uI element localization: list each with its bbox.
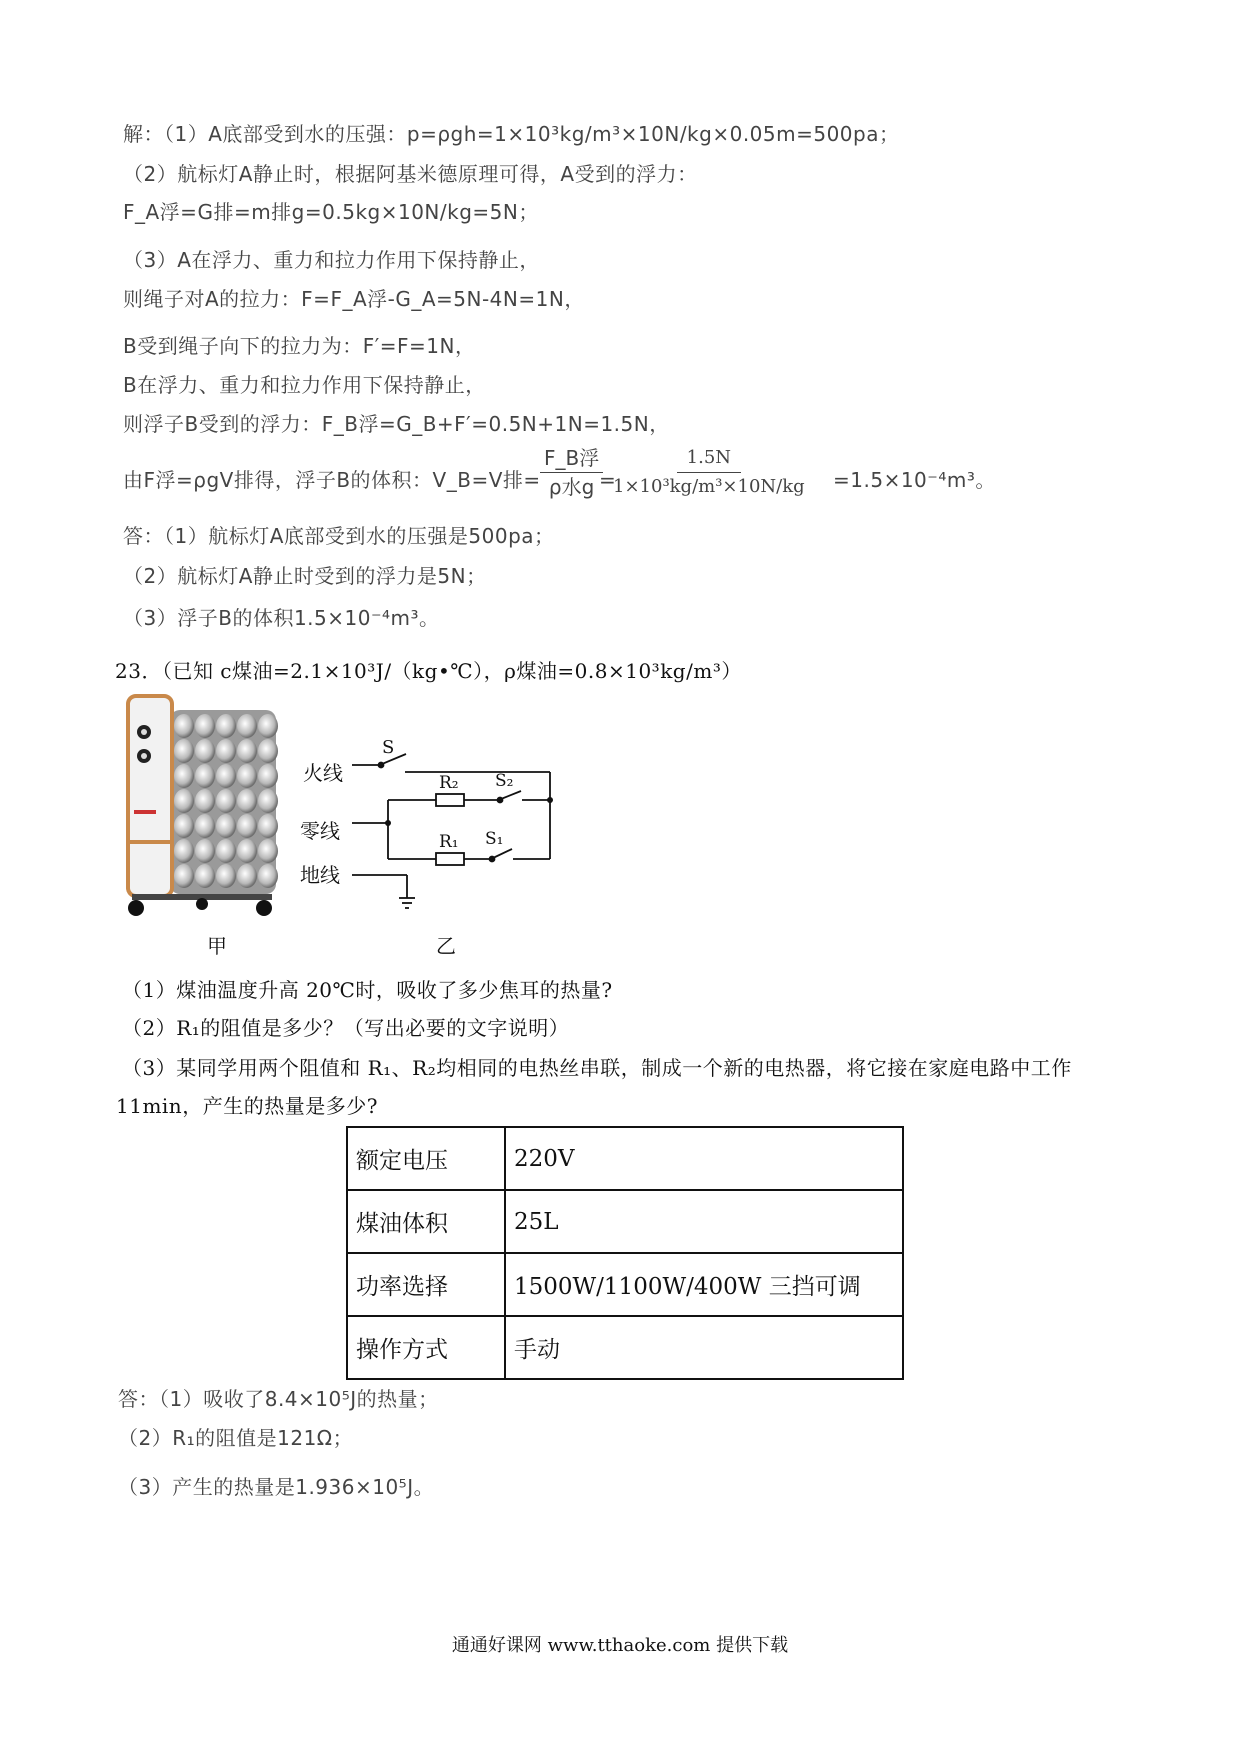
q23-answer-1: 答：（1）吸收了8.4×10⁵J的热量； — [118, 1387, 439, 1411]
heater-fin — [237, 739, 257, 763]
heater-fin — [195, 764, 215, 788]
fraction-denominator: 1×10³kg/m³×10N/kg — [613, 476, 805, 497]
page-footer: 通通好课网 www.tthaoke.com 提供下载 — [451, 1635, 789, 1656]
heater-fin — [174, 789, 194, 813]
heater-fin — [237, 714, 257, 738]
figure-label-yi: 乙 — [436, 934, 457, 958]
table-value: 手动 — [505, 1316, 903, 1379]
circuit-diagram — [295, 735, 565, 930]
heater-fin — [258, 739, 278, 763]
heater-fin — [195, 789, 215, 813]
question-part-2: （2）R₁的阻值是多少？（写出必要的文字说明） — [122, 1016, 570, 1040]
table-key: 功率选择 — [347, 1253, 505, 1316]
switch-s2-label: S₂ — [495, 771, 514, 791]
table-value: 1500W/1100W/400W 三挡可调 — [505, 1253, 903, 1316]
table-row — [347, 1253, 903, 1316]
heater-fin — [258, 714, 278, 738]
solution-line-5: 则绳子对A的拉力：F=F_A浮-G_A=5N-4N=1N， — [123, 287, 585, 311]
heater-fin — [216, 739, 236, 763]
resistor-r1-label: R₁ — [439, 832, 459, 852]
fraction-numerator: 1.5N — [677, 446, 741, 473]
table-key: 额定电压 — [347, 1127, 505, 1190]
switch-s-label: S — [382, 737, 395, 758]
solution-line-2: （2）航标灯A静止时，根据阿基米德原理可得，A受到的浮力： — [123, 162, 698, 186]
live-wire-label: 火线 — [303, 761, 343, 785]
question-part-1: （1）煤油温度升高 20℃时，吸收了多少焦耳的热量? — [122, 978, 613, 1002]
question-23-header: 23．（已知 c煤油=2.1×10³J/（kg•℃），ρ煤油=0.8×10³kg/m³） — [115, 659, 742, 683]
question-part-3-line-1: （3）某同学用两个阻值和 R₁、R₂均相同的电热丝串联，制成一个新的电热器，将它接在家庭电路中工作 — [122, 1056, 1072, 1080]
fraction-buoyancy-over-density — [540, 446, 603, 499]
heater-fin — [237, 814, 257, 838]
heater-fin — [258, 864, 278, 888]
heater-fin — [174, 839, 194, 863]
heater-fin — [258, 764, 278, 788]
solution-line-9-prefix: 由F浮=ρgV排得，浮子B的体积：V_B=V排= — [123, 468, 541, 492]
heater-fin — [237, 839, 257, 863]
heater-fin — [258, 839, 278, 863]
figure-label-jia: 甲 — [207, 934, 228, 958]
heater-fin — [174, 764, 194, 788]
table-row — [347, 1127, 903, 1190]
ground-wire-label: 地线 — [300, 863, 340, 887]
heater-fin — [195, 739, 215, 763]
solution-line-4: （3）A在浮力、重力和拉力作用下保持静止， — [123, 248, 540, 272]
fraction-numerator: F_B浮 — [540, 446, 603, 473]
table-key: 煤油体积 — [347, 1190, 505, 1253]
heater-fin — [216, 839, 236, 863]
resistor-r2-label: R₂ — [439, 773, 459, 793]
heater-fin — [195, 864, 215, 888]
heater-fin — [195, 814, 215, 838]
solution-line-3: F_A浮=G排=m排g=0.5kg×10N/kg=5N； — [123, 200, 539, 224]
table-value: 220V — [505, 1127, 903, 1190]
oil-heater-image — [122, 690, 282, 922]
heater-fin — [174, 814, 194, 838]
answer-line-2: （2）航标灯A静止时受到的浮力是5N； — [123, 564, 487, 588]
heater-fin — [174, 739, 194, 763]
q23-answer-3: （3）产生的热量是1.936×10⁵J。 — [118, 1475, 435, 1499]
heater-fin — [237, 864, 257, 888]
table-row — [347, 1190, 903, 1253]
heater-fin — [174, 864, 194, 888]
heater-fin — [237, 789, 257, 813]
fraction-denominator: ρ水g — [548, 475, 595, 499]
table-key: 操作方式 — [347, 1316, 505, 1379]
heater-fin — [216, 814, 236, 838]
heater-fin — [216, 714, 236, 738]
table-value: 25L — [505, 1190, 903, 1253]
heater-fin — [195, 839, 215, 863]
heater-fin — [258, 814, 278, 838]
solution-line-7: B在浮力、重力和拉力作用下保持静止， — [123, 373, 486, 397]
table-row — [347, 1316, 903, 1379]
heater-fin — [258, 789, 278, 813]
heater-fin — [237, 764, 257, 788]
answer-line-3: （3）浮子B的体积1.5×10⁻⁴m³。 — [123, 606, 440, 630]
heater-fin — [216, 764, 236, 788]
q23-answer-2: （2）R₁的阻值是121Ω； — [118, 1426, 354, 1450]
equals-sign: = — [599, 468, 617, 492]
question-part-3-line-2: 11min，产生的热量是多少? — [116, 1094, 378, 1118]
fraction-numeric — [613, 446, 805, 499]
neutral-wire-label: 零线 — [300, 819, 340, 843]
heater-fin — [174, 714, 194, 738]
solution-line-1: 解：（1）A底部受到水的压强：p=ρgh=1×10³kg/m³×10N/kg×0.05m=500pa； — [123, 122, 900, 146]
heater-fin — [216, 789, 236, 813]
solution-line-9-result: =1.5×10⁻⁴m³。 — [833, 468, 996, 492]
answer-line-1: 答：（1）航标灯A底部受到水的压强是500pa； — [123, 524, 555, 548]
spec-table — [346, 1126, 904, 1380]
solution-line-8: 则浮子B受到的浮力：F_B浮=G_B+F′=0.5N+1N=1.5N， — [123, 412, 670, 436]
switch-s1-label: S₁ — [485, 829, 504, 849]
heater-fin — [216, 864, 236, 888]
solution-line-6: B受到绳子向下的拉力为：F′=F=1N， — [123, 334, 476, 358]
heater-fin — [195, 714, 215, 738]
